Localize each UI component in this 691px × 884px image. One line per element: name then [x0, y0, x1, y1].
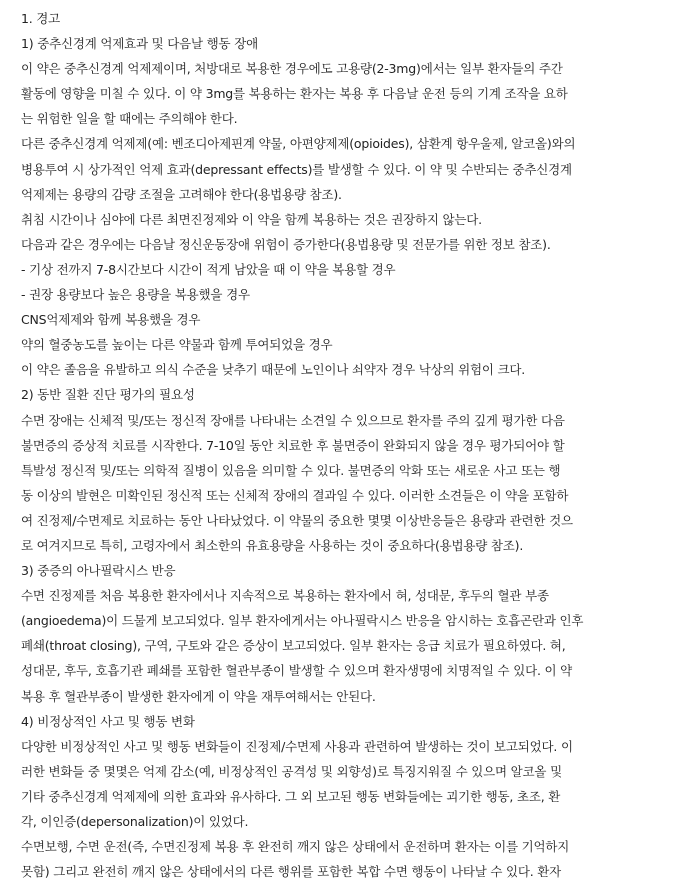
paragraph-line: 기타 중추신경계 억제제에 의한 효과와 유사하다. 그 외 보고된 행동 변화들에는 괴기한 행동, 초조, 환: [21, 788, 561, 804]
paragraph-line: 는 위험한 일을 할 때에는 주의해야 한다.: [21, 111, 238, 127]
paragraph-line: 병용투여 시 상가적인 억제 효과(depressant effects)를 발생할 수 있다. 이 약 및 수반되는 중추신경계: [21, 161, 572, 177]
paragraph-line: CNS억제제와 함께 복용했을 경우: [21, 312, 201, 328]
paragraph-line: 성대문, 후두, 호흡기관 폐쇄를 포함한 혈관부종이 발생할 수 있으며 환자생명에 치명적일 수 있다. 이 약: [21, 663, 573, 679]
paragraph-line: 취침 시간이나 심야에 다른 최면진정제와 이 약을 함께 복용하는 것은 권장하지 않는다.: [21, 211, 482, 227]
paragraph-line: 불면증의 증상적 치료를 시작한다. 7-10일 동안 치료한 후 불면증이 완화되지 않을 경우 평가되어야 할: [21, 437, 565, 453]
paragraph-line: 못함) 그리고 완전히 깨지 않은 상태에서의 다른 행위를 포함한 복합 수면 행동이 나타날 수 있다. 환자: [21, 864, 562, 880]
paragraph-line: 활동에 영향을 미칠 수 있다. 이 약 3mg를 복용하는 환자는 복용 후 다음날 운전 등의 기계 조작을 요하: [21, 86, 568, 102]
paragraph-line: 다른 중추신경계 억제제(예: 벤조디아제핀계 약물, 아편양제제(opioides), 삼환계 항우울제, 알코올)와의: [21, 136, 576, 152]
paragraph-line: 동 이상의 발현은 미확인된 정신적 또는 신체적 장애의 결과일 수 있다. 이러한 소견들은 이 약을 포함하: [21, 487, 569, 503]
paragraph-line: 로 여겨지므로 특히, 고령자에서 최소한의 유효용량을 사용하는 것이 중요하다(용법용량 참조).: [21, 537, 524, 553]
paragraph-line: 약의 혈중농도를 높이는 다른 약물과 함께 투여되었을 경우: [21, 337, 333, 353]
paragraph-line: 다양한 비정상적인 사고 및 행동 변화들이 진정제/수면제 사용과 관련하여 발생하는 것이 보고되었다. 이: [21, 738, 573, 754]
subsection-heading-comorbidity: 2) 동반 질환 진단 평가의 필요성: [21, 387, 195, 403]
list-item: - 권장 용량보다 높은 용량을 복용했을 경우: [21, 287, 250, 303]
paragraph-line: 수면보행, 수면 운전(즉, 수면진정제 복용 후 완전히 깨지 않은 상태에서 운전하며 환자는 이를 기억하지: [21, 839, 570, 855]
paragraph-line: 폐쇄(throat closing), 구역, 구토와 같은 증상이 보고되었다. 일부 환자는 응급 치료가 필요하였다. 혀,: [21, 638, 566, 654]
paragraph-line: (angioedema)이 드물게 보고되었다. 일부 환자에게서는 아나필락시스 반응을 암시하는 호흡곤란과 인후: [21, 613, 584, 629]
paragraph-line: 억제제는 용량의 감량 조절을 고려해야 한다(용법용량 참조).: [21, 186, 342, 202]
paragraph-line: 여 진정제/수면제로 치료하는 동안 나타났었다. 이 약물의 중요한 몇몇 이상반응들은 용량과 관련한 것으: [21, 512, 573, 528]
section-heading-warning: 1. 경고: [21, 11, 61, 26]
paragraph-line: 수면 장애는 신체적 및/또는 정신적 장애를 나타내는 소견일 수 있으므로 환자를 주의 깊게 평가한 다음: [21, 412, 565, 428]
paragraph-line: 이 약은 졸음을 유발하고 의식 수준을 낮추기 때문에 노인이나 쇠약자 경우 낙상의 위험이 크다.: [21, 362, 526, 378]
list-item: - 기상 전까지 7-8시간보다 시간이 적게 남았을 때 이 약을 복용할 경우: [21, 261, 396, 277]
paragraph-line: 각, 이인증(depersonalization)이 있었다.: [21, 814, 249, 829]
paragraph-line: 특발성 정신적 및/또는 의학적 질병이 있음을 의미할 수 있다. 불면증의 악화 또는 새로운 사고 또는 행: [21, 462, 561, 478]
paragraph-line: 다음과 같은 경우에는 다음날 정신운동장애 위험이 증가한다(용법용량 및 전문가를 위한 정보 참조).: [21, 236, 551, 252]
subsection-heading-abnormal-behavior: 4) 비정상적인 사고 및 행동 변화: [21, 713, 195, 729]
paragraph-line: 러한 변화들 중 몇몇은 억제 감소(예, 비정상적인 공격성 및 외향성)로 특징지워질 수 있으며 알코올 및: [21, 763, 562, 779]
paragraph-line: 수면 진정제를 처음 복용한 환자에서나 지속적으로 복용하는 환자에서 혀, 성대문, 후두의 혈관 부종: [21, 588, 549, 604]
subsection-heading-cns-depression: 1) 중추신경계 억제효과 및 다음날 행동 장애: [21, 36, 258, 52]
paragraph-line: 이 약은 중추신경계 억제제이며, 처방대로 복용한 경우에도 고용량(2-3mg)에서는 일부 환자들의 주간: [21, 61, 563, 77]
subsection-heading-anaphylaxis: 3) 중증의 아나필락시스 반응: [21, 563, 176, 579]
paragraph-line: 복용 후 혈관부종이 발생한 환자에게 이 약을 재투여해서는 안된다.: [21, 688, 376, 704]
